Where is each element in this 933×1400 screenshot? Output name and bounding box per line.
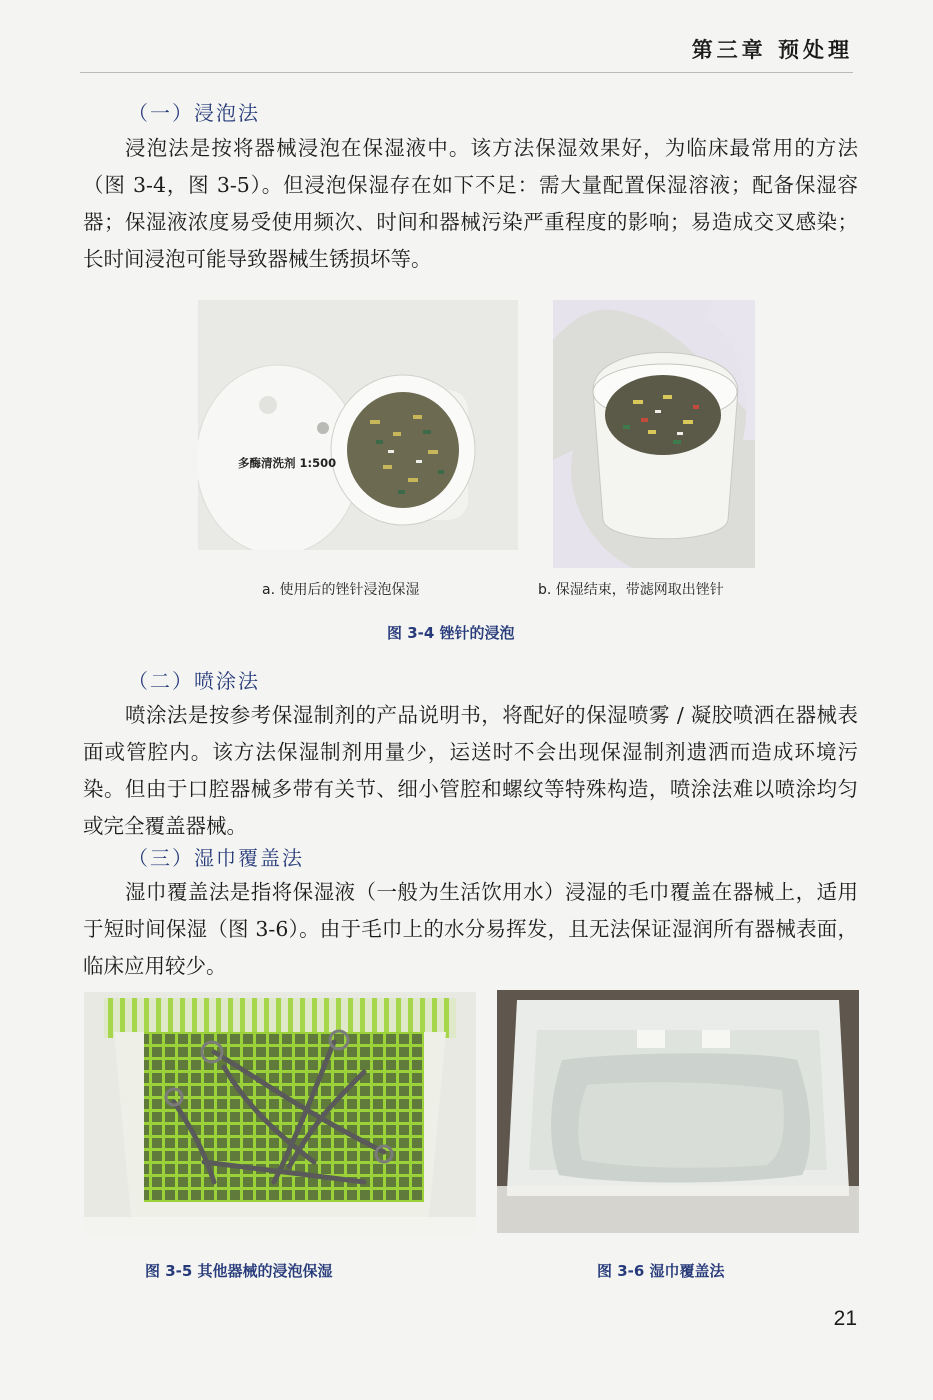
figure-3-6-caption: 图 3-6 湿巾覆盖法 [597, 1262, 725, 1280]
header-title: 第三章 预处理 [691, 37, 853, 62]
page-number: 21 [833, 1307, 857, 1330]
paragraph-wet-towel: 湿巾覆盖法是指将保湿液（一般为生活饮用水）浸湿的毛巾覆盖在器械上，适用于短时间保湿（图 3-6）。由于毛巾上的水分易挥发，且无法保证湿润所有器械表面，临床应用较少。 [83, 880, 858, 978]
paragraph-soaking: 浸泡法是按将器械浸泡在保湿液中。该方法保湿效果好，为临床最常用的方法（图 3-4，图 3-5）。但浸泡保湿存在如下不足：需大量配置保湿溶液；配备保湿容器；保湿液浓度易受使用频次、时间和器械污染严重程度的影响；易造成交叉感染；长时间浸泡可能导致器械生锈损坏等。 [83, 136, 858, 271]
subcaption-a: a. 使用后的锉针浸泡保湿 [262, 582, 420, 598]
section-heading-spraying: （二）喷涂法 [128, 669, 260, 693]
photo-wet-towel [497, 990, 859, 1233]
section-heading-soaking: （一）浸泡法 [128, 101, 260, 125]
header-rule [80, 72, 853, 73]
container-label: 多酶清洗剂 1:500 [238, 456, 337, 470]
section-heading-wet-towel: （三）湿巾覆盖法 [128, 846, 304, 870]
photo-instrument-basket [84, 992, 476, 1235]
figure-3-4-caption: 图 3-4 锉针的浸泡 [387, 624, 515, 642]
photo-file-soaking [198, 300, 518, 550]
figure-3-5-caption: 图 3-5 其他器械的浸泡保湿 [145, 1262, 333, 1280]
subcaption-b: b. 保湿结束，带滤网取出锉针 [538, 582, 724, 598]
photo-file-removal [553, 300, 755, 568]
paragraph-spraying: 喷涂法是按参考保湿制剂的产品说明书，将配好的保湿喷雾 / 凝胶喷洒在器械表面或管腔内。该方法保湿制剂用量少，运送时不会出现保湿制剂遗洒而造成环境污染。但由于口腔器械多带有关节、细小管腔和螺纹等特殊构造，喷涂法难以喷涂均匀或完全覆盖器械。 [83, 703, 858, 838]
